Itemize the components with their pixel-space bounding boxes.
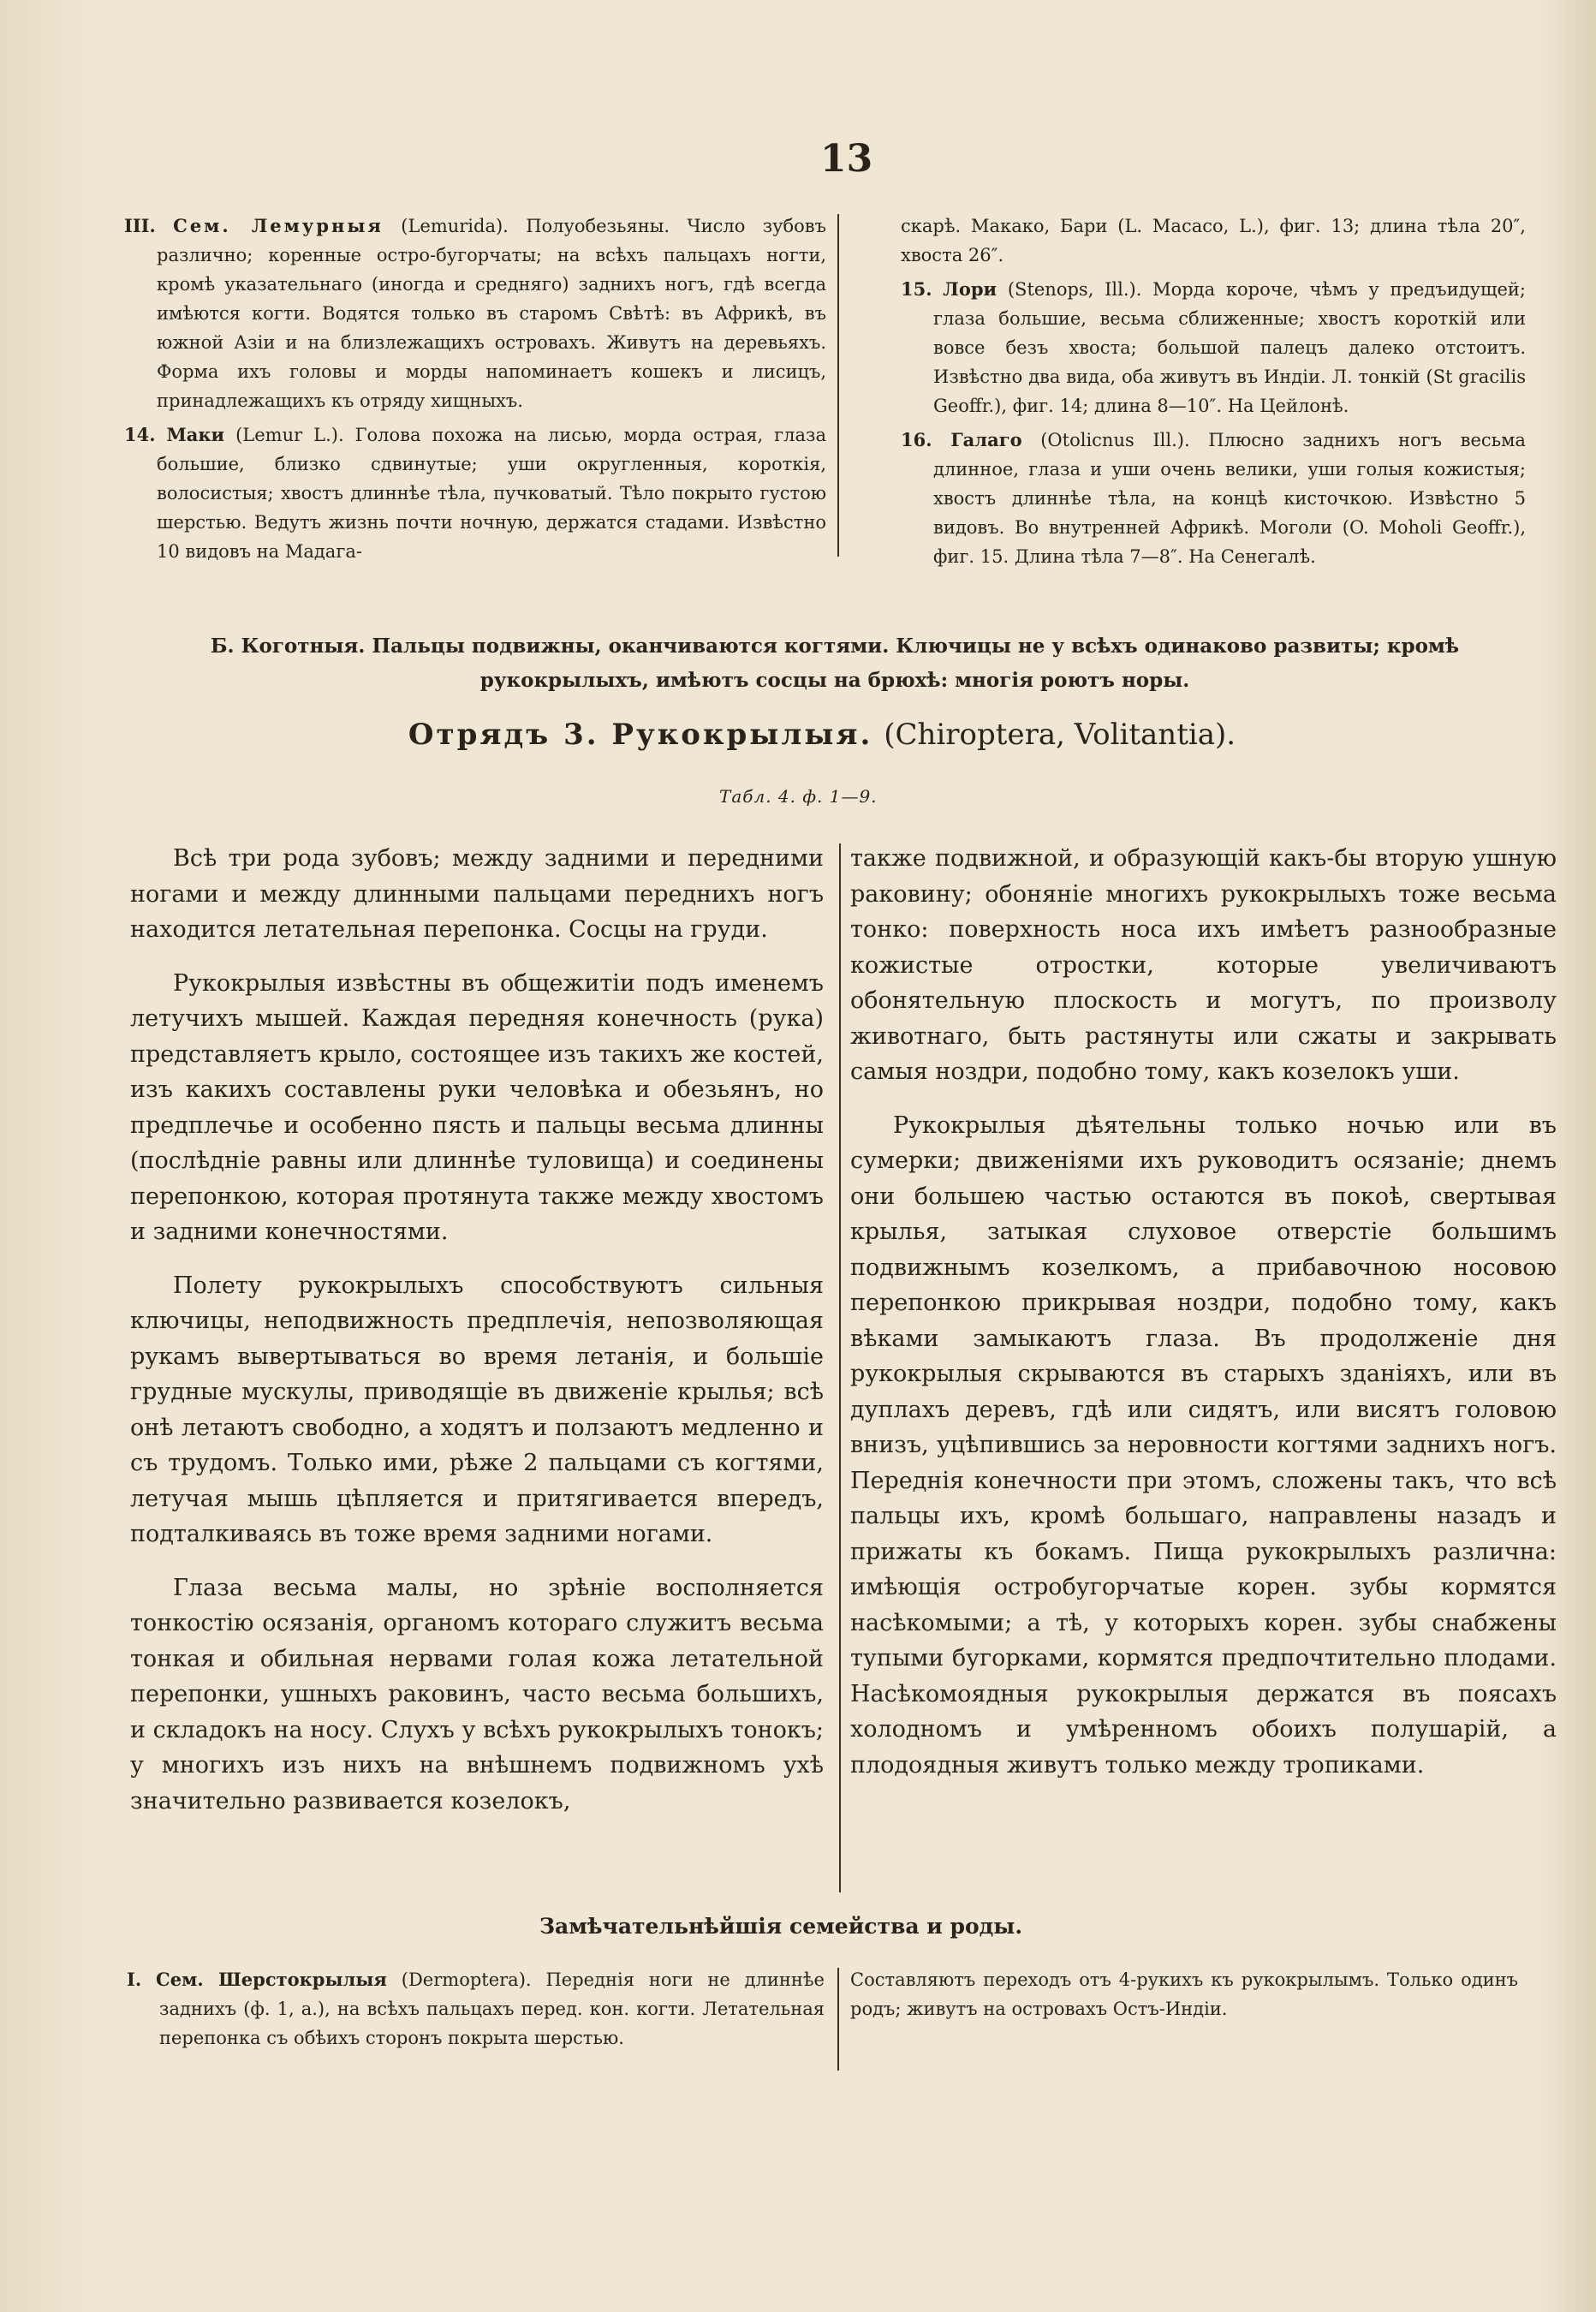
column-rule-bottom [837,1968,839,2071]
body-paragraph: Глаза весьма малы, но зрѣніе восполняется тонкостію осязанія, органомъ котораго служитъ весьма тонкая и обильная нервами голая кожа летательной перепонки, ушныхъ раковинъ, часто весьма большихъ, и складокъ на носу. Слухъ у всѣхъ рукокрылыхъ тонокъ; у многихъ изъ нихъ на внѣшнемъ подвижномъ ухѣ значительно развивается козелокъ, [130,1574,824,1814]
entry-latin: (Lemur L.). [235,425,344,445]
order-title [137,718,1507,752]
entry-lemurida [124,212,826,415]
body-left-column [130,841,824,1819]
order-title-ru: Отрядъ 3. Рукокрылыя. [408,718,873,752]
bottom-left-column [127,1965,825,2053]
entry-text: скарѣ. Макако, Бари (L. Macaco, L.), фиг. 13; длина тѣла 20″, хвоста 26″. [901,216,1526,265]
entry-number: 16. [901,429,932,450]
entry-text: Голова похожа на лисью, морда острая, глаза большие, близко сдвинутые; уши округленныя, короткія, волосистыя; хвостъ длиннѣе тѣла, пучковатый. Тѣло покрыто густою шерстью. Ведутъ жизнь почти ночную, держатся стадами. Извѣстно 10 видовъ на Мадага- [157,425,826,562]
body-paragraph: Рукокрылыя дѣятельны только ночью или въ сумерки; движеніями ихъ руководитъ осязаніе; днемъ они большею частью остаются въ покоѣ, свертывая крылья, затыкая слуховое отверстіе большимъ подвижнымъ козелкомъ, а прибавочною носовою перепонкою прикрывая ноздри, подобно тому, какъ вѣками замыкаютъ глаза. Въ продолженіе дня рукокрылыя скрываются въ старыхъ зданіяхъ, или въ дуплахъ деревъ, гдѣ или сидятъ, или висятъ головою внизъ, уцѣпившись за неровности когтями заднихъ ногъ. Переднія конечности при этомъ, сложены такъ, что всѣ пальцы ихъ, кромѣ большаго, направлены назадъ и прижаты къ бокамъ. Пища рукокрылыхъ различна: имѣющія остробугорчатые корен. зубы кормятся насѣкомыми; а тѣ, у которыхъ корен. зубы снабжены тупыми бугорками, кормятся предпочтительно плодами. Насѣкомоядныя рукокрылыя держатся въ поясахъ холодномъ и умѣренномъ обоихъ полушарій, а плодоядныя живутъ только между тропиками. [850,1111,1557,1779]
body-paragraph: Всѣ три рода зубовъ; между задними и передними ногами и между длинными пальцами переднихъ ногъ находится летательная перепонка. Сосцы на груди. [130,845,824,943]
band-line-2: рукокрылыхъ, имѣютъ сосцы на брюхѣ: многія роютъ норы. [479,669,1190,692]
entry-heading: Галаго [950,429,1022,450]
body-right-column [850,841,1557,1783]
page-shadow-left [0,0,103,2312]
entry-heading: Лори [943,278,998,300]
column-rule-top [837,214,839,557]
entry-text: Полуобезьяны. Число зубовъ различно; коренные остро-бугорчаты; на всѣхъ пальцахъ ногти, кромѣ указательнаго (иногда и средняго) заднихъ ногъ, гдѣ всегда имѣются когти. Водятся только въ старомъ Свѣтѣ: въ Африкѣ, въ южной Азіи и на близлежащихъ островахъ. Живутъ на деревьяхъ. Форма ихъ головы и морды напоминаетъ кошекъ и лисицъ, принадлежащихъ къ отряду хищныхъ. [157,216,826,411]
order-title-latin: (Chiroptera, Volitantia). [884,718,1236,752]
entry-lemur [124,420,826,566]
bottom-right-column [850,1965,1518,2023]
subheading: Замѣчательнѣйшія семейства и роды. [539,1914,1023,1939]
body-paragraph: Рукокрылыя извѣстны въ общежитіи подъ именемъ летучихъ мышей. Каждая передняя конечность (рука) представляетъ крыло, состоящее изъ такихъ же костей, изъ какихъ составлены руки человѣка и обезьянъ, но предплечье и особенно пясть и пальцы весьма длинны (послѣдніе равны или длиннѣе туловища) и соединены перепонкою, которая протянута также между хвостомъ и задними конечностями. [130,969,824,1245]
entry-latin: (Stenops, Ill.). [1007,279,1142,300]
entry-number: III. [124,215,156,236]
entry-otolicnus [901,426,1526,571]
entry-latin: (Lemurida). [401,216,509,236]
entry-number: 14. [124,424,156,445]
body-paragraph: также подвижной, и образующій какъ-бы вторую ушную раковину; обоняніе многихъ рукокрылыхъ тоже весьма тонко: поверхность носа ихъ имѣетъ разнообразные кожистые отростки, которые увеличиваютъ обонятельную плоскость и могутъ, по произволу животнаго, быть растянуты или сжаты и закрывать самыя ноздри, подобно тому, какъ козелокъ уши. [850,845,1557,1085]
entry-text: Морда короче, чѣмъ у предъидущей; глаза большие, весьма сближенные; хвостъ короткій или вовсе безъ хвоста; большой палецъ далеко отстоитъ. Извѣстно два вида, оба живутъ въ Индіи. Л. тонкій (St gracilis Geoffr.), фиг. 14; длина 8—10″. На Цейлонѣ. [933,279,1526,416]
body-paragraph: Полету рукокрылыхъ способствуютъ сильныя ключицы, неподвижность предплечія, непозволяющая рукамъ вывертываться во время летанія, и большіе грудные мускулы, приводящіе въ движеніе крылья; всѣ онѣ летаютъ свободно, а ходятъ и ползаютъ медленно и съ трудомъ. Только ими, рѣже 2 пальцами съ когтями, летучая мышь цѣпляется и притягивается впередъ, подталкиваясь въ тоже время задними ногами. [130,1272,824,1547]
section-band [180,629,1490,698]
entry-heading: Сем. Шерстокрылыя [156,1969,387,1990]
entry-latin: (Dermoptera). [401,1969,532,1990]
entry-text: Плюсно заднихъ ногъ весьма длинное, глаза и уши очень велики, уши голыя кожистыя; хвостъ длиннѣе тѣла, на концѣ кисточкою. Извѣстно 5 видовъ. Во внутренней Африкѣ. Моголи (O. Moholi Geoffr.), фиг. 15. Длина тѣла 7—8″. На Сенегалѣ. [933,430,1526,567]
entry-heading: Сем. Лемурныя [173,215,384,236]
plate-reference: Табл. 4. ф. 1—9. [719,786,878,807]
band-line-1: Б. Коготныя. Пальцы подвижны, оканчиваются когтями. Ключицы не у всѣхъ одинаково развиты; кромѣ [210,635,1460,658]
entry-stenops [901,275,1526,420]
entry-latin: (Otolicnus Ill.). [1040,430,1190,450]
entry-number: I. [127,1969,142,1990]
top-left-column [124,212,826,566]
entry-text: Составляютъ переходъ отъ 4-рукихъ къ рукокрылымъ. Только одинъ родъ; живутъ на островахъ Остъ-Индіи. [850,1969,1518,2019]
entry-macaco-cont [901,212,1526,270]
column-rule-body [839,843,841,1892]
entry-text: Переднія ноги не длиннѣе заднихъ (ф. 1, а.), на всѣхъ пальцахъ перед. кон. когти. Летательная перепонка съ обѣихъ сторонъ покрыта шерстью. [159,1969,825,2048]
entry-number: 15. [901,278,932,300]
top-right-column [901,212,1526,571]
page-number: 13 [820,137,873,181]
entry-heading: Маки [166,424,225,445]
entry-dermoptera [127,1965,825,2053]
